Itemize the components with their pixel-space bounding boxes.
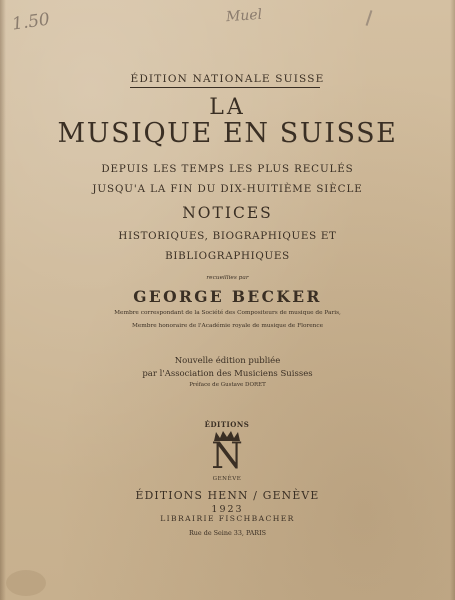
preface-credit: Préface de Gustave DORET <box>189 382 266 388</box>
notices-line-1: HISTORIQUES, BIOGRAPHIQUES ET <box>118 230 337 242</box>
main-title: MUSIQUE EN SUISSE <box>57 118 398 149</box>
title-article: LA <box>209 95 246 120</box>
pencil-slash-mark <box>366 10 373 26</box>
author-affiliation-2: Membre honoraire de l'Académie royale de musique de Florence <box>131 323 324 329</box>
publisher-imprint: ÉDITIONS HENN / GENÈVE <box>135 489 320 502</box>
paper-stain <box>6 570 46 596</box>
logo-bottom-text: GENÈVE <box>212 476 242 482</box>
notices-line-2: BIBLIOGRAPHIQUES <box>165 250 290 262</box>
notices-heading: NOTICES <box>182 204 273 222</box>
author-affiliation-1: Membre correspondant de la Société des Compositeurs de musique de Paris, <box>114 310 341 316</box>
publication-year: 1923 <box>211 504 244 515</box>
edition-note-line-1: Nouvelle édition publiée <box>174 356 281 366</box>
subtitle-line-2: JUSQU'A LA FIN DU DIX-HUITIÈME SIÈCLE <box>92 183 363 195</box>
pencil-price-annotation: 1.50 <box>10 9 52 35</box>
collected-by-label: recueillies par <box>206 275 249 281</box>
pencil-note-annotation: Muel <box>225 6 263 26</box>
logo-letter: N <box>211 436 243 477</box>
series-underline <box>130 87 320 88</box>
edition-note-line-2: par l'Association des Musiciens Suisses <box>142 369 313 379</box>
author-name: GEORGE BECKER <box>133 287 322 306</box>
bookseller: LIBRAIRIE FISCHBACHER <box>160 514 295 523</box>
series-title: ÉDITION NATIONALE SUISSE <box>130 73 325 85</box>
bookseller-address: Rue de Seine 33, PARIS <box>188 529 266 537</box>
subtitle-line-1: DEPUIS LES TEMPS LES PLUS RECULÉS <box>101 163 354 175</box>
logo-top-text: ÉDITIONS <box>204 420 250 429</box>
publisher-logo <box>195 420 259 486</box>
